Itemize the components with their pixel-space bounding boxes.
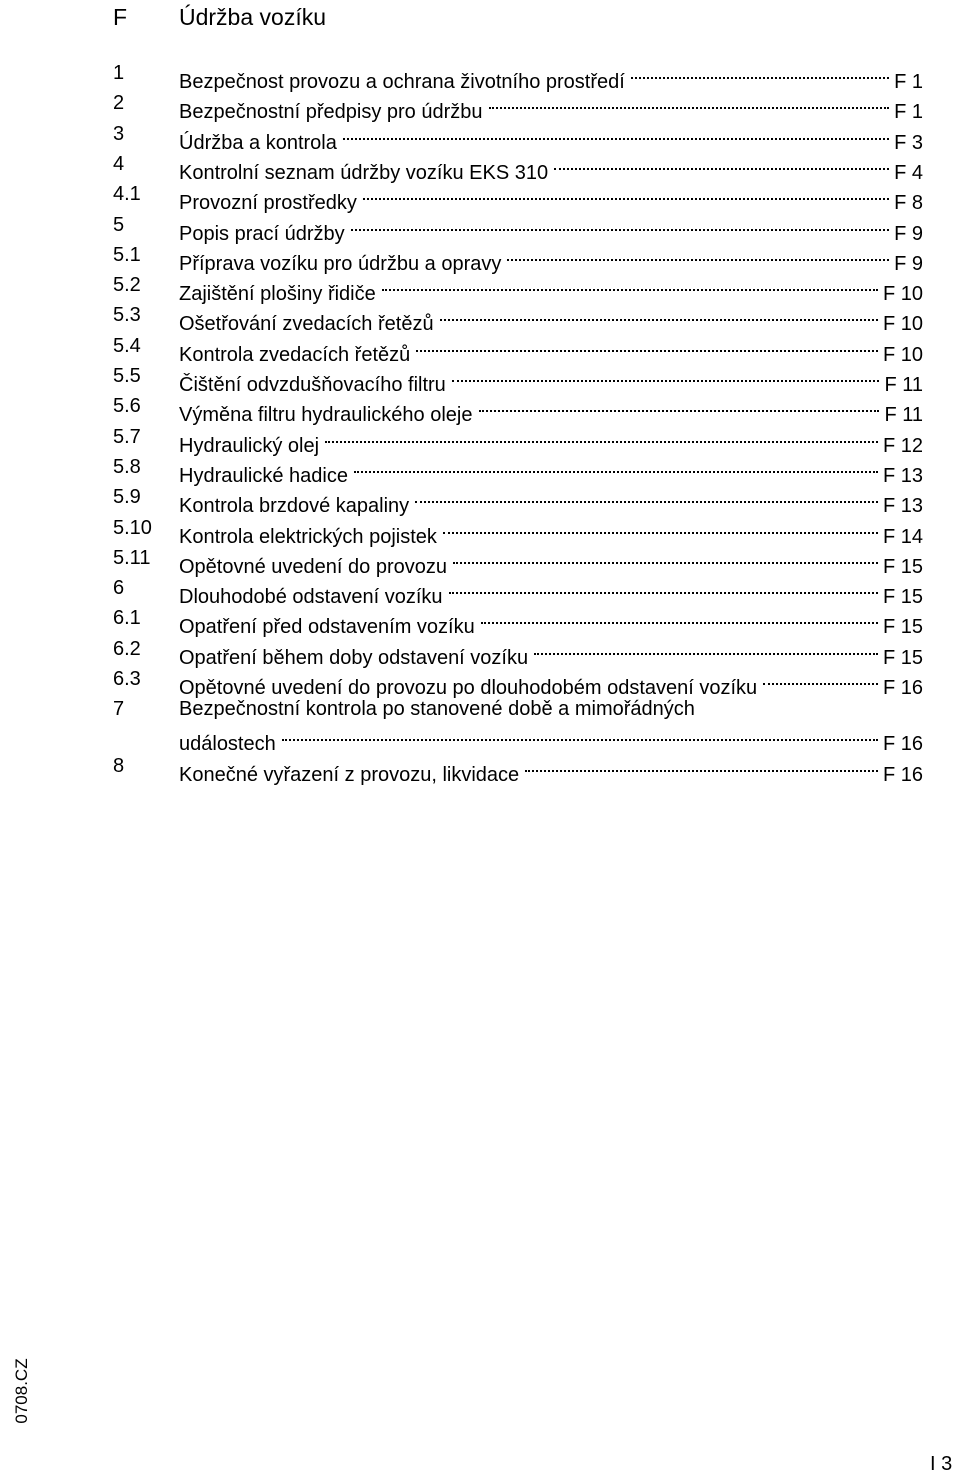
toc-entry bbox=[113, 391, 923, 427]
toc-entry-page: F 10 bbox=[882, 343, 923, 366]
dot-leader bbox=[443, 513, 878, 543]
toc-entry-number: 6 bbox=[113, 577, 125, 600]
toc-entry bbox=[113, 331, 923, 366]
toc-entry-number: 5.4 bbox=[113, 334, 141, 357]
dot-leader bbox=[282, 720, 878, 750]
toc-entry-number: 6.3 bbox=[113, 668, 141, 690]
toc-entry bbox=[113, 88, 923, 124]
dot-leader bbox=[363, 179, 889, 209]
toc-entry-page: F 13 bbox=[882, 464, 923, 487]
toc-entry-page: F 3 bbox=[894, 131, 923, 154]
dot-leader bbox=[440, 300, 878, 330]
document-code: 0708.CZ bbox=[12, 1358, 31, 1424]
toc-entry-page: F 16 bbox=[882, 677, 923, 699]
toc-entry bbox=[113, 119, 923, 154]
toc-entry bbox=[113, 422, 923, 457]
toc-entry bbox=[113, 240, 923, 275]
toc-entry-number: 5.1 bbox=[113, 243, 141, 266]
toc-entry bbox=[113, 149, 923, 184]
dot-leader bbox=[554, 149, 889, 179]
toc-entry-number: 1 bbox=[113, 62, 125, 84]
toc-entry-title: Opětovné uvedení do provozu po dlouhodobém odstavení vozíku bbox=[179, 677, 758, 699]
toc-entry-title: Příprava vozíku pro údržbu a opravy bbox=[179, 252, 502, 275]
toc-entry bbox=[113, 513, 923, 548]
toc-entry-title: Kontrolní seznam údržby vozíku EKS 310 bbox=[179, 161, 549, 184]
toc-entry-number: 3 bbox=[113, 122, 125, 145]
toc-entry bbox=[113, 573, 923, 609]
toc-entry-number: 5.10 bbox=[113, 516, 152, 539]
toc-entry-page: F 16 bbox=[882, 733, 923, 756]
toc-entry-title: Opatření během doby odstavení vozíku bbox=[179, 646, 529, 669]
toc-entry-page: F 15 bbox=[882, 616, 923, 639]
toc-entry bbox=[113, 603, 923, 639]
toc-entry bbox=[113, 179, 923, 215]
toc-entry-page: F 14 bbox=[882, 525, 923, 548]
toc-entry-title: Kontrola elektrických pojistek bbox=[179, 525, 437, 548]
toc-entry-page: F 12 bbox=[882, 434, 923, 457]
toc-entry-number: 6.1 bbox=[113, 607, 141, 630]
toc-entry-number: 5.3 bbox=[113, 304, 141, 327]
toc-entry bbox=[113, 664, 923, 699]
toc-entry-page: F 11 bbox=[884, 374, 923, 396]
toc-entry-title: Čištění odvzdušňovacího filtru bbox=[179, 374, 446, 396]
toc-entry bbox=[113, 58, 923, 93]
dot-leader bbox=[416, 331, 878, 361]
toc-entry-page: F 11 bbox=[884, 404, 923, 427]
toc-entry-page: F 13 bbox=[882, 495, 923, 518]
chapter-title: Údržba vozíku bbox=[179, 4, 327, 30]
toc-entry-page: F 9 bbox=[894, 252, 923, 275]
dot-leader bbox=[534, 634, 878, 664]
dot-leader bbox=[325, 422, 878, 452]
toc-entry bbox=[113, 361, 923, 396]
toc-entry bbox=[113, 694, 923, 756]
toc-entry bbox=[113, 751, 923, 787]
chapter-heading bbox=[0, 0, 960, 40]
toc-entry-title: událostech bbox=[179, 733, 276, 756]
toc-entry-page: F 10 bbox=[882, 313, 923, 336]
dot-leader bbox=[354, 452, 878, 482]
toc-entry-number: 5.5 bbox=[113, 365, 141, 387]
toc-entry bbox=[113, 452, 923, 487]
toc-entry bbox=[113, 543, 923, 578]
toc-entry bbox=[113, 210, 923, 245]
toc-entry-number: 4.1 bbox=[113, 183, 141, 206]
toc-entry-title: Dlouhodobé odstavení vozíku bbox=[179, 586, 443, 609]
toc-entry-title: Opatření před odstavením vozíku bbox=[179, 616, 475, 639]
toc-entry-page: F 15 bbox=[882, 646, 923, 669]
toc-entry-page: F 4 bbox=[894, 161, 923, 184]
toc-entry-number: 5.11 bbox=[113, 546, 151, 569]
toc-entry-title: Bezpečnostní předpisy pro údržbu bbox=[179, 101, 483, 124]
toc-entry-page: F 9 bbox=[894, 222, 923, 245]
toc-entry-title-line: Bezpečnostní kontrola po stanovené době a mimořádných bbox=[179, 698, 695, 721]
toc-entry-number: 5.7 bbox=[113, 425, 141, 448]
toc-entry-page: F 15 bbox=[882, 555, 923, 578]
toc-entry-title: Opětovné uvedení do provozu bbox=[179, 555, 447, 578]
toc-entry-title: Konečné vyřazení z provozu, likvidace bbox=[179, 764, 520, 787]
toc-entry-page: F 1 bbox=[894, 71, 923, 93]
toc-entry-page: F 15 bbox=[882, 586, 923, 609]
dot-leader bbox=[449, 573, 878, 603]
toc-entry-number: 2 bbox=[113, 92, 125, 115]
toc-entry-body bbox=[179, 751, 923, 790]
toc-entry-page: F 1 bbox=[894, 101, 923, 124]
toc-entry-title: Údržba a kontrola bbox=[179, 131, 337, 154]
toc-entry-title: Bezpečnost provozu a ochrana životního prostředí bbox=[179, 71, 625, 93]
toc-entry-title: Zajištění plošiny řidiče bbox=[179, 283, 376, 306]
toc-entry-title: Kontrola brzdové kapaliny bbox=[179, 495, 410, 518]
dot-leader bbox=[343, 119, 889, 149]
toc-entry-number: 5.6 bbox=[113, 395, 141, 418]
toc-entry bbox=[113, 270, 923, 306]
toc-entry-page: F 8 bbox=[894, 192, 923, 215]
toc-entry-number: 5 bbox=[113, 213, 125, 236]
dot-leader bbox=[415, 482, 878, 512]
toc-entry-title: Popis prací údržby bbox=[179, 222, 345, 245]
dot-leader bbox=[452, 361, 880, 391]
dot-leader bbox=[763, 664, 878, 694]
toc-entry-title: Provozní prostředky bbox=[179, 192, 357, 215]
toc-entry bbox=[113, 482, 923, 518]
toc-entry-title: Kontrola zvedacích řetězů bbox=[179, 343, 411, 366]
dot-leader bbox=[479, 391, 880, 421]
toc-entry-number: 6.2 bbox=[113, 637, 141, 660]
dot-leader bbox=[507, 240, 889, 270]
toc-entry-title: Ošetřování zvedacích řetězů bbox=[179, 313, 434, 336]
toc-entry-number: 4 bbox=[113, 152, 125, 175]
dot-leader bbox=[481, 603, 878, 633]
toc-entry-page: F 16 bbox=[882, 764, 923, 787]
toc-entry-number: 5.9 bbox=[113, 486, 141, 509]
toc-entry-number: 8 bbox=[113, 755, 125, 778]
page-number: I 3 bbox=[930, 1453, 953, 1475]
dot-leader bbox=[525, 751, 878, 781]
toc-entry-number: 5.8 bbox=[113, 455, 141, 478]
dot-leader bbox=[631, 58, 889, 88]
toc-entry-number: 5.2 bbox=[113, 274, 141, 297]
dot-leader bbox=[382, 270, 878, 300]
toc-entry-title: Hydraulický olej bbox=[179, 434, 320, 457]
chapter-letter: F bbox=[113, 4, 128, 30]
dot-leader bbox=[489, 88, 890, 118]
toc-entry-page: F 10 bbox=[882, 283, 923, 306]
toc-entry bbox=[113, 300, 923, 336]
toc-entry-title: Výměna filtru hydraulického oleje bbox=[179, 404, 473, 427]
toc-entry bbox=[113, 634, 923, 669]
dot-leader bbox=[351, 210, 889, 240]
toc-entry-title: Hydraulické hadice bbox=[179, 464, 348, 487]
toc-entry-number: 7 bbox=[113, 698, 125, 721]
dot-leader bbox=[453, 543, 878, 573]
